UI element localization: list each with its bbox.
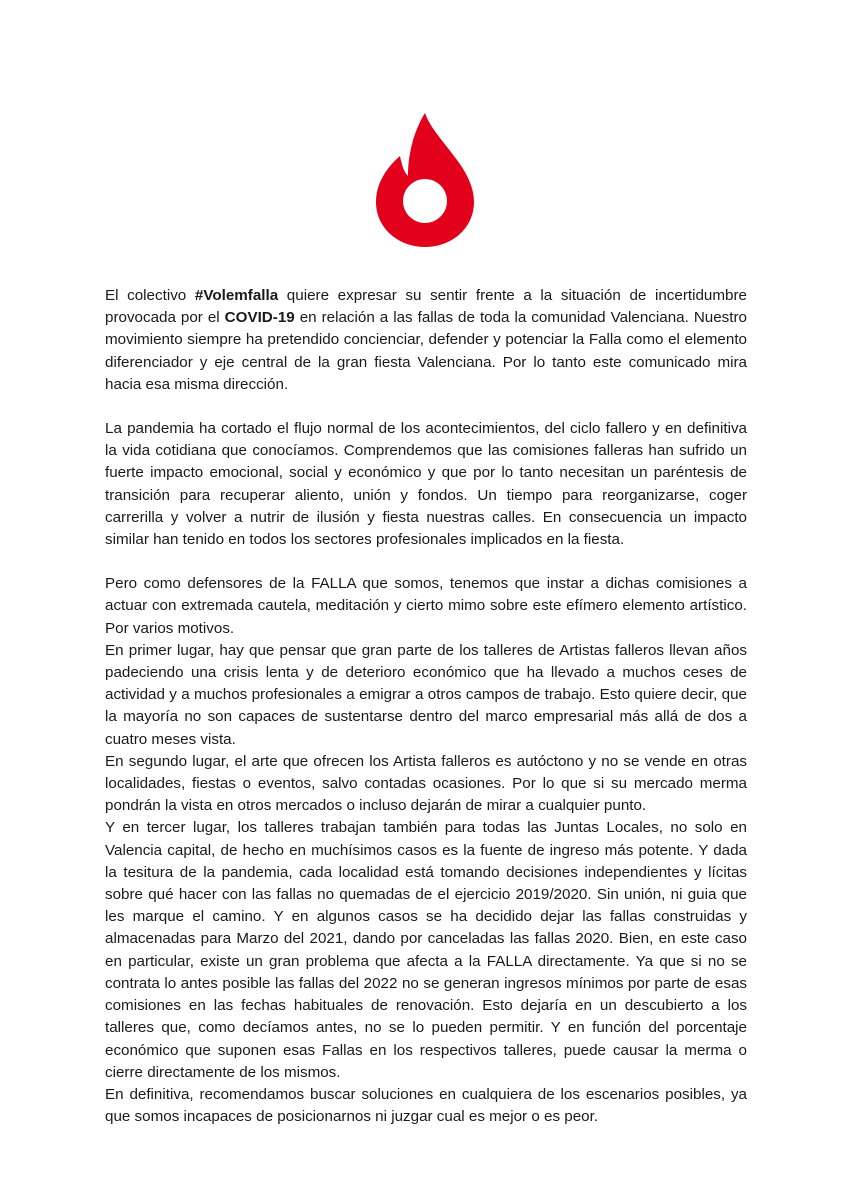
- paragraph-pandemic: La pandemia ha cortado el flujo normal de los acontecimientos, del ciclo fallero y en definitiva la vida cotidiana que conocíamos. Comprendemos que las comisiones falleras han sufrido un fuerte impacto emocional, social y económico y que por lo tanto necesitan un paréntesis de transición para recuperar aliento, unión y fondos. Un tiempo para reorganizarse, coger carrerilla y volver a nutrir de ilusión y fiesta nuestras calles. En consecuencia un impacto similar han tenido en todos los sectores profesionales implicados en la fiesta.: [105, 420, 747, 549]
- flame-icon: [374, 112, 476, 248]
- flame-shape: [376, 113, 474, 247]
- paragraph-defenders: Pero como defensores de la FALLA que somos, tenemos que instar a dichas comisiones a actuar con extremada cautela, meditación y cierto mimo sobre este efímero elemento artístico. Por varios motivos.: [105, 575, 747, 637]
- paragraph-second-reason: En segundo lugar, el arte que ofrecen los Artista falleros es autóctono y no se vende en otras localidades, fiestas o eventos, salvo contadas ocasiones. Por lo que si su mercado merma pondrán la vista en otros mercados o incluso dejarán de mirar a cualquier punto.: [105, 752, 747, 815]
- paragraph-first-reason: En primer lugar, hay que pensar que gran parte de los talleres de Artistas falleros llevan años padeciendo una crisis lenta y de deterioro económico que ha llevado a muchos ceses de actividad y a muchos profesionales a emigrar a otros campos de trabajo. Esto quiere decir, que la mayoría no son capaces de sustentarse dentro del marco empresarial más allá de dos a cuatro meses vista.: [105, 641, 747, 748]
- paragraph-intro: El colectivo #Volemfalla quiere expresar su sentir frente a la situación de incertidumbre provocada por el COVID-19 en relación a las fallas de toda la comunidad Valenciana. Nuestro movimiento siempre ha pretendido concienciar, defender y potenciar la Falla como el elemento diferenciador y eje central de la gran fiesta Valenciana. Por lo tanto este comunicado mira hacia esa misma dirección.: [105, 287, 747, 393]
- covid-keyword: COVID-19: [224, 309, 295, 327]
- paragraph-third-reason: Y en tercer lugar, los talleres trabajan también para todas las Juntas Locales, no solo en Valencia capital, de hecho en muchísimos casos es la fuente de ingreso más potente. Y dada la tesitura de la pandemia, cada localidad está tomando decisiones independientes y lícitas sobre qué hacer con las fallas no quemadas de el ejercicio 2019/2020. Sin unión, ni guia que les marque el camino. Y en algunos casos se ha decidido dejar las fallas construidas y almacenadas para Marzo del 2021, dando por canceladas las fallas 2020. Bien, en este caso en particular, existe un gran problema que afecta a la FALLA directamente. Ya que si no se contrata lo antes posible las fallas del 2022 no se generan ingresos mínimos por parte de esas comisiones en las fechas habituales de renovación. Esto dejaría en un descubierto a los talleres que, como decíamos antes, no se lo pueden permitir. Y en función del porcentaje económico que suponen esas Fallas en los respectivos talleres, puede causar la merma o cierre directamente de los mismos.: [105, 819, 747, 1081]
- hashtag-volemfalla: #Volemfalla: [194, 287, 279, 304]
- paragraph-conclusion: En definitiva, recomendamos buscar soluciones en cualquiera de los escenarios posibles, ya que somos incapaces de posicionarnos ni juzgar cual es mejor o es peor.: [105, 1085, 747, 1126]
- statement-body: [105, 285, 747, 1128]
